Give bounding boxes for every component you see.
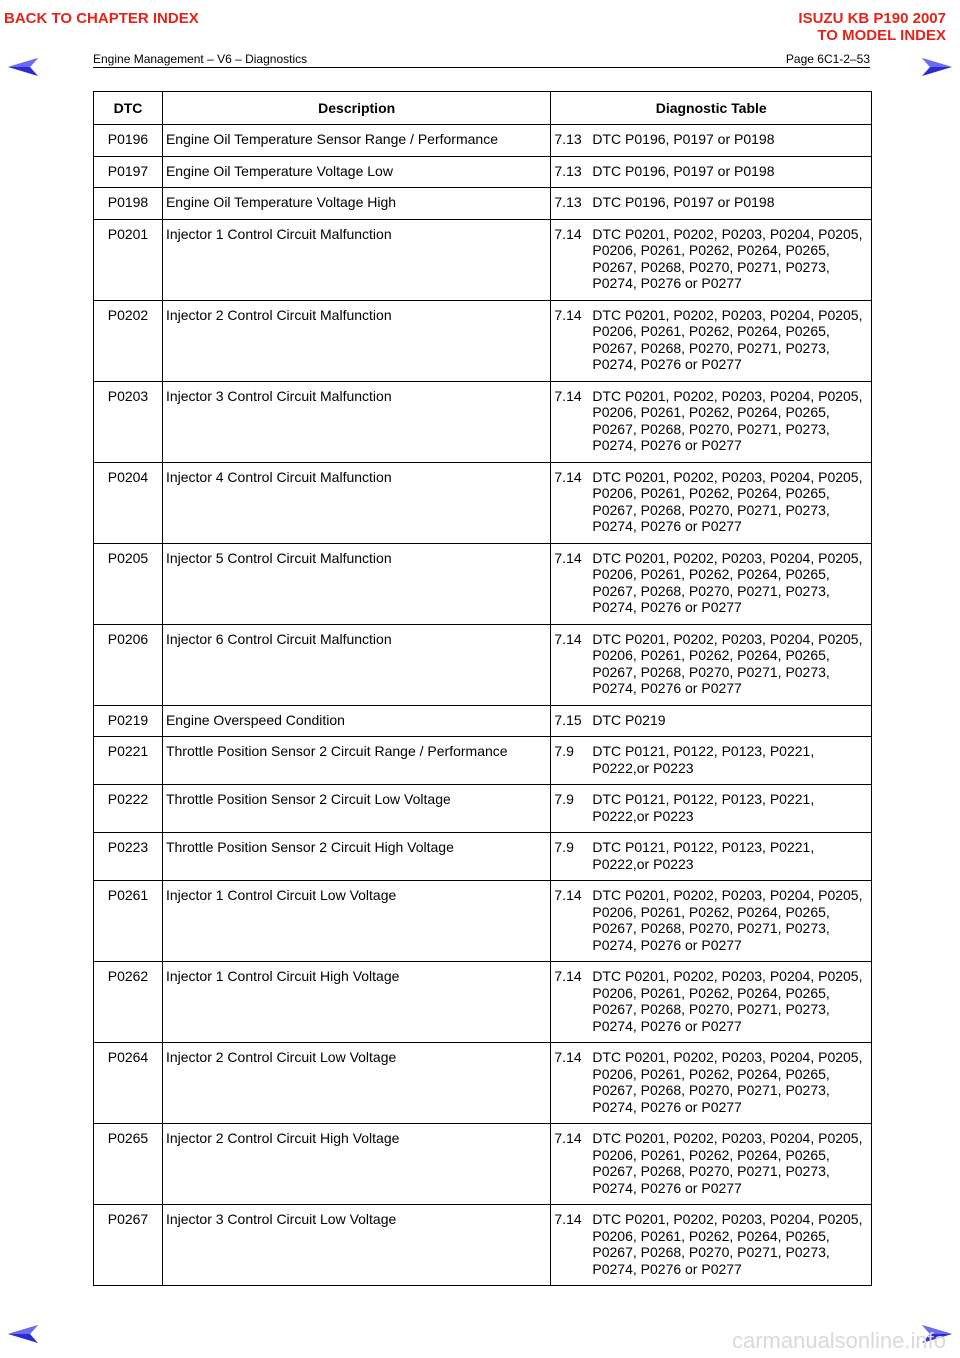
back-to-chapter-index-link[interactable]: BACK TO CHAPTER INDEX (4, 10, 199, 27)
diagnostic-ref (551, 543, 872, 624)
diagnostic-table-text: DTC P0219 (592, 711, 666, 728)
dtc-description: Injector 2 Control Circuit Malfunction (162, 300, 550, 381)
table-row (94, 785, 872, 833)
section-number: 7.14 (554, 1130, 582, 1146)
diagnostic-ref (551, 705, 872, 737)
dtc-code: P0223 (94, 833, 163, 881)
dtc-description: Throttle Position Sensor 2 Circuit Range / Performance (162, 737, 550, 785)
dtc-description: Throttle Position Sensor 2 Circuit High Voltage (162, 833, 550, 881)
table-row (94, 705, 872, 737)
table-row (94, 462, 872, 543)
page-number: Page 6C1-2–53 (785, 52, 870, 66)
section-number: 7.14 (554, 1049, 582, 1065)
dtc-description: Injector 4 Control Circuit Malfunction (162, 462, 550, 543)
dtc-description: Injector 3 Control Circuit Malfunction (162, 381, 550, 462)
diagnostic-ref (551, 624, 872, 705)
diagnostic-table-text: DTC P0201, P0202, P0203, P0204, P0205, P0206, P0261, P0262, P0264, P0265, P0267, P0268, P0270, P0271, P0273, P0274, P0276 or P0277 (592, 549, 863, 615)
section-number: 7.13 (554, 162, 582, 179)
table-row (94, 881, 872, 962)
diagnostic-table-text: DTC P0201, P0202, P0203, P0204, P0205, P0206, P0261, P0262, P0264, P0265, P0267, P0268, P0270, P0271, P0273, P0274, P0276 or P0277 (592, 468, 863, 534)
dtc-code: P0196 (94, 125, 163, 157)
dtc-code: P0204 (94, 462, 163, 543)
page-header-title: Engine Management – V6 – Diagnostics (93, 52, 308, 66)
table-row (94, 737, 872, 785)
section-number: 7.14 (554, 387, 582, 404)
diagnostic-table-text: DTC P0121, P0122, P0123, P0221, P0222,or P0223 (592, 743, 815, 776)
watermark: carmanualsonline.info (731, 1328, 946, 1353)
diagnostic-ref (551, 381, 872, 462)
section-number: 7.14 (554, 306, 582, 323)
dtc-table (93, 91, 872, 1286)
dtc-description: Engine Overspeed Condition (162, 705, 550, 737)
table-row (94, 833, 872, 881)
dtc-code: P0202 (94, 300, 163, 381)
dtc-code: P0219 (94, 705, 163, 737)
col-header-dtc: DTC (94, 92, 163, 125)
dtc-code: P0267 (94, 1205, 163, 1286)
diagnostic-table-text: DTC P0201, P0202, P0203, P0204, P0205, P0206, P0261, P0262, P0264, P0265, P0267, P0268, P0270, P0271, P0273, P0274, P0276 or P0277 (592, 887, 863, 953)
diagnostic-table-text: DTC P0201, P0202, P0203, P0204, P0205, P0206, P0261, P0262, P0264, P0265, P0267, P0268, P0270, P0271, P0273, P0274, P0276 or P0277 (592, 387, 863, 453)
diagnostic-table-text: DTC P0201, P0202, P0203, P0204, P0205, P0206, P0261, P0262, P0264, P0265, P0267, P0268, P0270, P0271, P0273, P0274, P0276 or P0277 (592, 968, 863, 1034)
diagnostic-ref (551, 219, 872, 300)
dtc-code: P0262 (94, 962, 163, 1043)
table-row (94, 624, 872, 705)
section-number: 7.14 (554, 887, 582, 903)
dtc-code: P0197 (94, 156, 163, 188)
section-number: 7.9 (554, 839, 574, 855)
table-row (94, 543, 872, 624)
table-row (94, 381, 872, 462)
diagnostic-table-text: DTC P0201, P0202, P0203, P0204, P0205, P0206, P0261, P0262, P0264, P0265, P0267, P0268, P0270, P0271, P0273, P0274, P0276 or P0277 (592, 225, 863, 291)
diagnostic-table-text: DTC P0196, P0197 or P0198 (592, 162, 775, 179)
dtc-code: P0261 (94, 881, 163, 962)
section-number: 7.13 (554, 194, 582, 210)
diagnostic-table-text: DTC P0201, P0202, P0203, P0204, P0205, P0206, P0261, P0262, P0264, P0265, P0267, P0268, P0270, P0271, P0273, P0274, P0276 or P0277 (592, 1049, 863, 1115)
dtc-description: Injector 5 Control Circuit Malfunction (162, 543, 550, 624)
prev-page-arrow-icon[interactable] (8, 58, 38, 76)
table-row (94, 1043, 872, 1124)
diagnostic-ref (551, 785, 872, 833)
dtc-description: Injector 6 Control Circuit Malfunction (162, 624, 550, 705)
diagnostic-table-text: DTC P0121, P0122, P0123, P0221, P0222,or P0223 (592, 791, 815, 824)
section-number: 7.9 (554, 791, 574, 807)
diagnostic-ref (551, 188, 872, 220)
model-index-link[interactable] (798, 10, 946, 44)
diagnostic-table-text: DTC P0196, P0197 or P0198 (592, 194, 775, 210)
dtc-description: Injector 2 Control Circuit Low Voltage (162, 1043, 550, 1124)
diagnostic-ref (551, 1205, 872, 1286)
section-number: 7.15 (554, 711, 582, 728)
table-row (94, 188, 872, 220)
dtc-code: P0203 (94, 381, 163, 462)
dtc-description: Injector 1 Control Circuit High Voltage (162, 962, 550, 1043)
model-title[interactable]: ISUZU KB P190 2007 (798, 10, 946, 27)
section-number: 7.14 (554, 468, 582, 485)
table-row (94, 962, 872, 1043)
table-row (94, 125, 872, 157)
diagnostic-ref (551, 833, 872, 881)
section-number: 7.14 (554, 225, 582, 242)
dtc-code: P0264 (94, 1043, 163, 1124)
diagnostic-ref (551, 156, 872, 188)
diagnostic-table-text: DTC P0201, P0202, P0203, P0204, P0205, P0206, P0261, P0262, P0264, P0265, P0267, P0268, P0270, P0271, P0273, P0274, P0276 or P0277 (592, 306, 863, 372)
diagnostic-ref (551, 462, 872, 543)
header-divider (93, 67, 870, 68)
diagnostic-ref (551, 1043, 872, 1124)
dtc-code: P0222 (94, 785, 163, 833)
to-model-index[interactable]: TO MODEL INDEX (817, 27, 946, 44)
diagnostic-ref (551, 1124, 872, 1205)
next-page-arrow-icon[interactable] (922, 58, 952, 76)
section-number: 7.14 (554, 630, 582, 647)
dtc-description: Engine Oil Temperature Sensor Range / Performance (162, 125, 550, 157)
table-row (94, 300, 872, 381)
dtc-description: Injector 1 Control Circuit Malfunction (162, 219, 550, 300)
table-row (94, 156, 872, 188)
col-header-diagnostic-table: Diagnostic Table (551, 92, 872, 125)
diagnostic-ref (551, 962, 872, 1043)
prev-page-arrow-icon-bottom[interactable] (8, 1325, 38, 1343)
table-row (94, 1205, 872, 1286)
table-header-row (94, 92, 872, 125)
section-number: 7.9 (554, 743, 574, 759)
section-number: 7.13 (554, 131, 582, 147)
diagnostic-ref (551, 125, 872, 157)
section-number: 7.14 (554, 549, 582, 566)
table-row (94, 1124, 872, 1205)
dtc-code: P0206 (94, 624, 163, 705)
col-header-description: Description (162, 92, 550, 125)
diagnostic-table-text: DTC P0201, P0202, P0203, P0204, P0205, P0206, P0261, P0262, P0264, P0265, P0267, P0268, P0270, P0271, P0273, P0274, P0276 or P0277 (592, 1211, 863, 1277)
dtc-description: Injector 3 Control Circuit Low Voltage (162, 1205, 550, 1286)
section-number: 7.14 (554, 1211, 582, 1227)
dtc-code: P0221 (94, 737, 163, 785)
dtc-description: Injector 1 Control Circuit Low Voltage (162, 881, 550, 962)
dtc-description: Throttle Position Sensor 2 Circuit Low Voltage (162, 785, 550, 833)
diagnostic-ref (551, 881, 872, 962)
dtc-code: P0205 (94, 543, 163, 624)
table-row (94, 219, 872, 300)
diagnostic-table-text: DTC P0201, P0202, P0203, P0204, P0205, P0206, P0261, P0262, P0264, P0265, P0267, P0268, P0270, P0271, P0273, P0274, P0276 or P0277 (592, 1130, 863, 1196)
diagnostic-ref (551, 300, 872, 381)
diagnostic-table-text: DTC P0196, P0197 or P0198 (592, 131, 775, 147)
dtc-description: Engine Oil Temperature Voltage High (162, 188, 550, 220)
dtc-code: P0201 (94, 219, 163, 300)
section-number: 7.14 (554, 968, 582, 984)
diagnostic-table-text: DTC P0201, P0202, P0203, P0204, P0205, P0206, P0261, P0262, P0264, P0265, P0267, P0268, P0270, P0271, P0273, P0274, P0276 or P0277 (592, 630, 863, 696)
dtc-description: Engine Oil Temperature Voltage Low (162, 156, 550, 188)
dtc-code: P0198 (94, 188, 163, 220)
dtc-code: P0265 (94, 1124, 163, 1205)
dtc-description: Injector 2 Control Circuit High Voltage (162, 1124, 550, 1205)
diagnostic-table-text: DTC P0121, P0122, P0123, P0221, P0222,or P0223 (592, 839, 815, 872)
diagnostic-ref (551, 737, 872, 785)
